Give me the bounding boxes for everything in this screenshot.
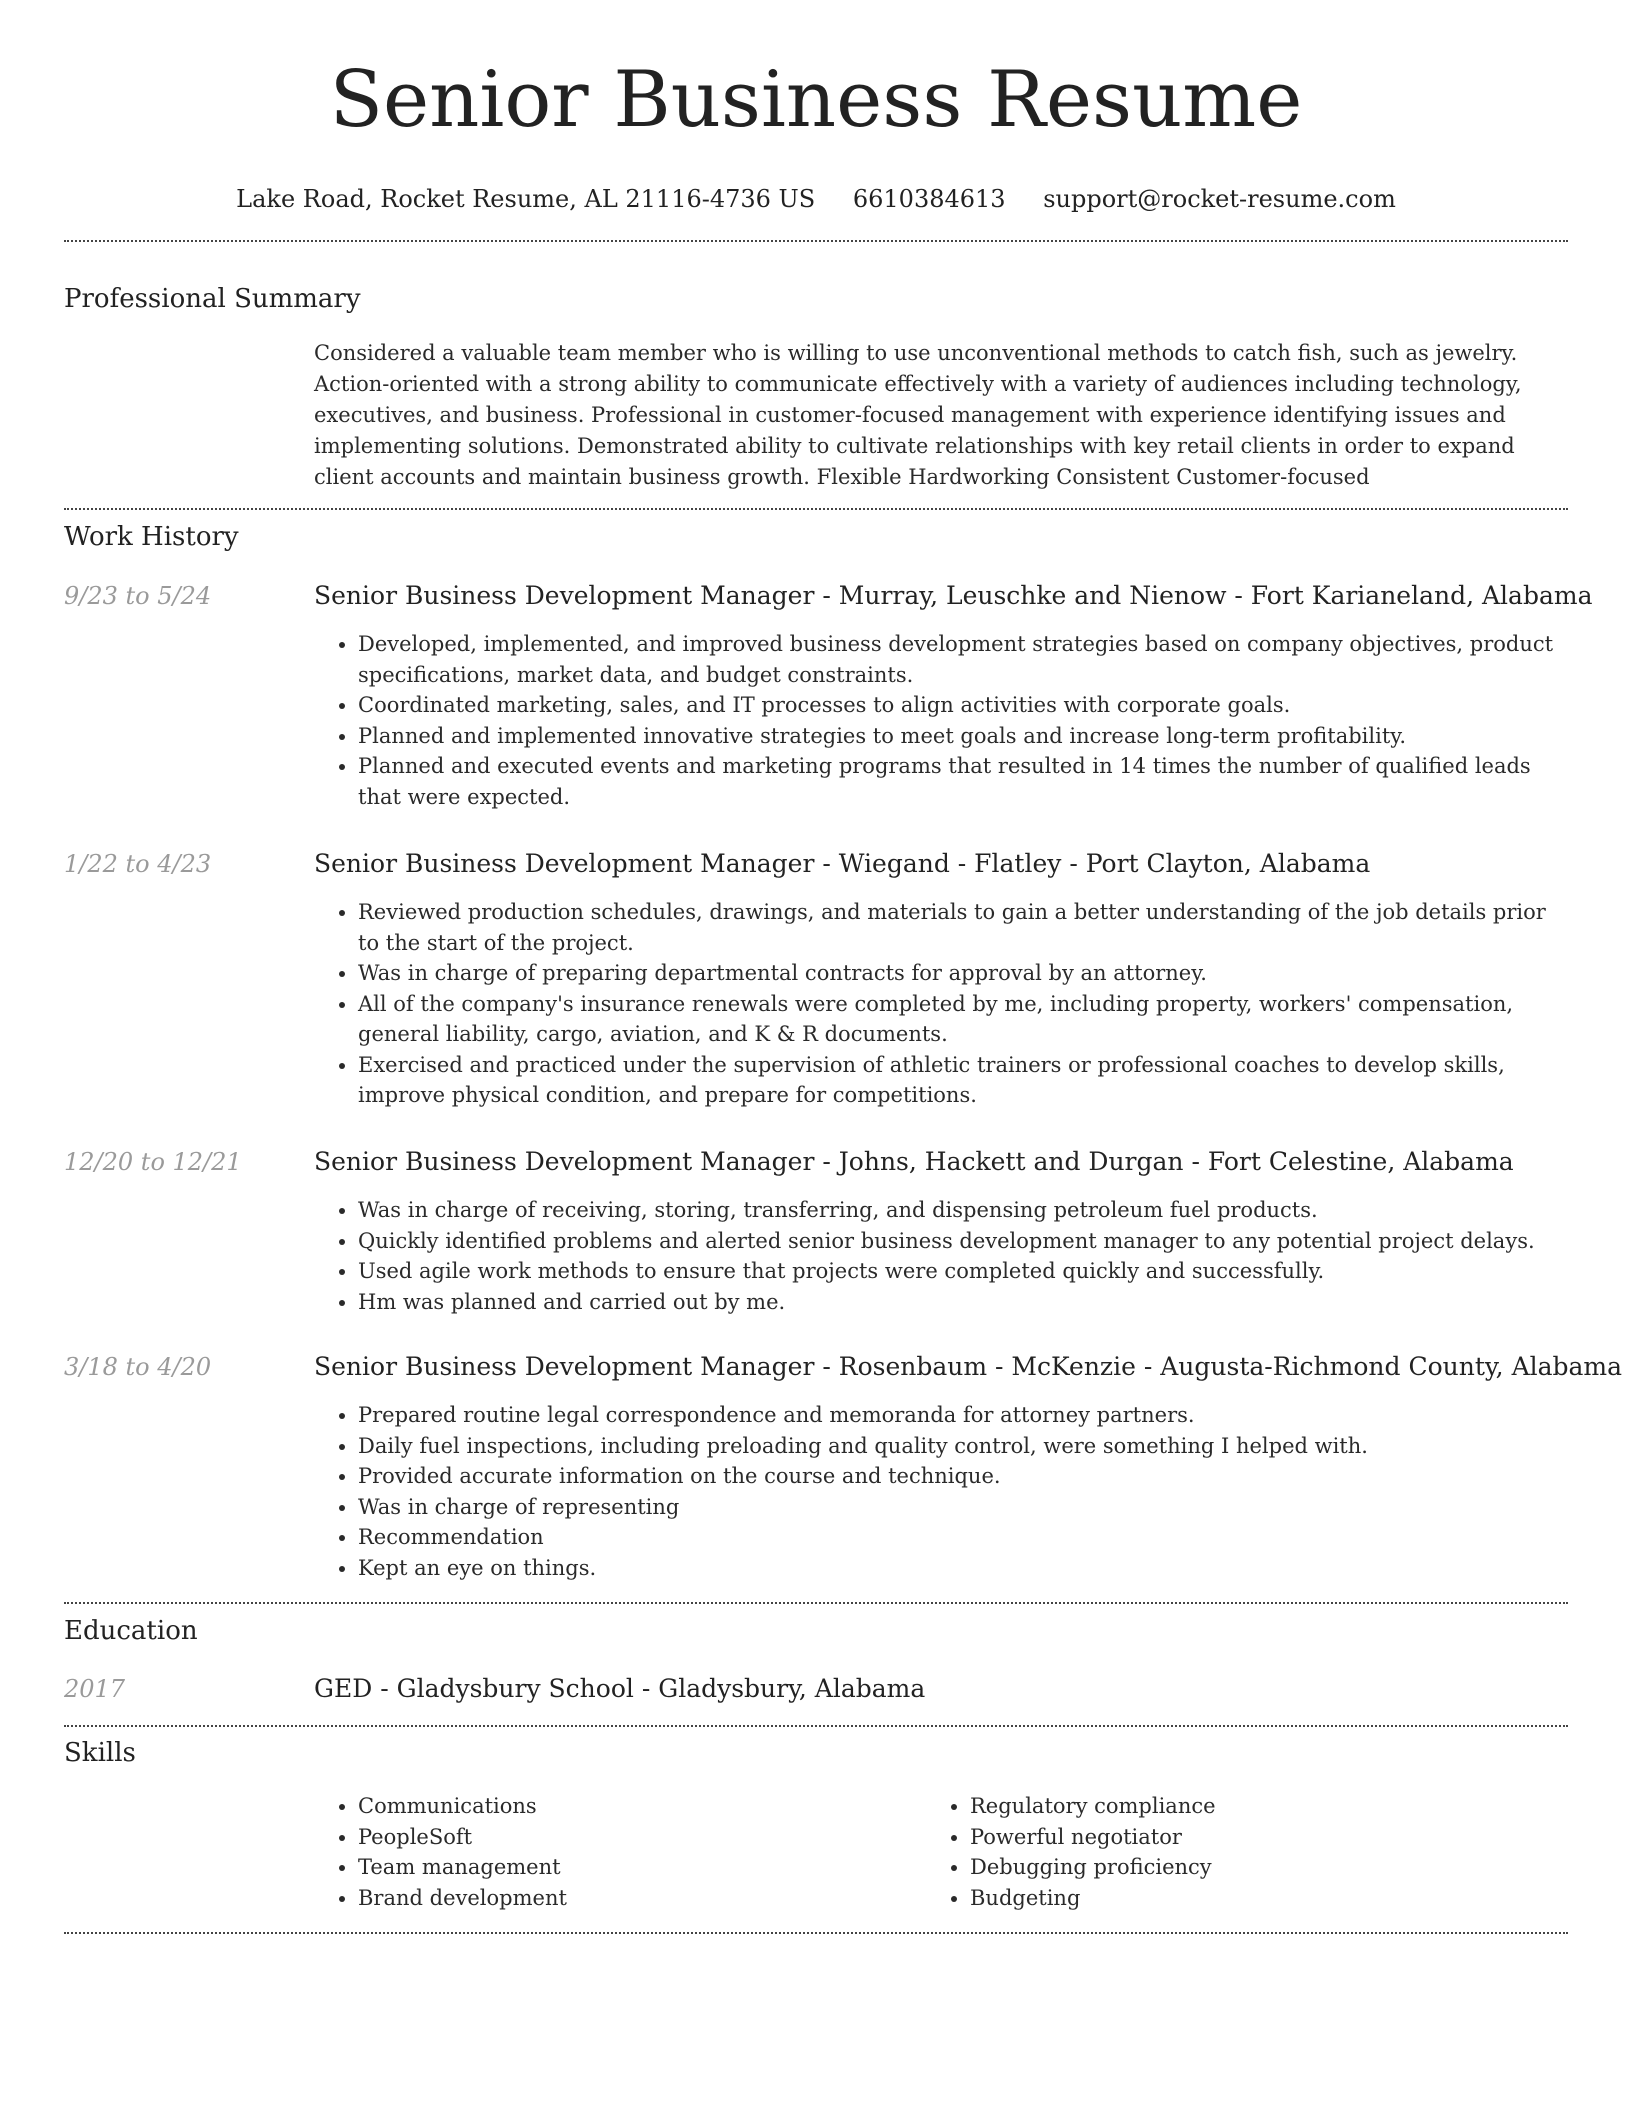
job-title: Senior Business Development Manager - Johns, Hackett and Durgan - Fort Celestine, Alabama (314, 1147, 1514, 1176)
job-bullets (314, 1400, 1568, 1583)
skill-item: • Brand development (358, 1883, 918, 1914)
resume-name: Senior Business Resume (329, 55, 1303, 145)
contact-line (0, 184, 1632, 214)
job-dates: 9/23 to 5/24 (64, 582, 212, 610)
job-title: Senior Business Development Manager - Murray, Leuschke and Nienow - Fort Karianeland, Alabama (314, 581, 1593, 610)
skill-item: • Powerful negotiator (970, 1822, 1570, 1853)
job-dates: 1/22 to 4/23 (64, 850, 212, 878)
skill-item: • Communications (358, 1791, 918, 1822)
section-title-education: Education (64, 1616, 198, 1646)
job-bullet: • Quickly identified problems and alerted senior business development manager to any potential project delays. (358, 1226, 1568, 1257)
job-dates: 3/18 to 4/20 (64, 1353, 212, 1381)
summary-text: Considered a valuable team member who is willing to use unconventional methods to catch fish, such as jewelry. Action-oriented with a strong ability to communicate effectively with a variety of audiences including technology, executives, and business. Professional in customer-focused management with experience identifying issues and implementing solutions. Demonstrated ability to cultivate relationships with key retail clients in order to expand client accounts and maintain business growth. Flexible Hardworking Consistent Customer-focused (314, 341, 1522, 489)
job-bullets (314, 629, 1568, 812)
education-year: 2017 (64, 1675, 126, 1703)
job-bullets (314, 1195, 1568, 1317)
divider (64, 508, 1568, 510)
job-bullet: • All of the company's insurance renewals were completed by me, including property, workers' compensation, general liability, cargo, aviation, and K & R documents. (358, 989, 1568, 1050)
job-bullet: • Used agile work methods to ensure that projects were completed quickly and successfully. (358, 1256, 1568, 1287)
section-title-summary: Professional Summary (64, 284, 361, 314)
skill-item: • Budgeting (970, 1883, 1570, 1914)
job-bullet: • Was in charge of receiving, storing, transferring, and dispensing petroleum fuel products. (358, 1195, 1568, 1226)
job-title: Senior Business Development Manager - Rosenbaum - McKenzie - Augusta-Richmond County, Alabama (314, 1352, 1623, 1381)
contact-phone: 6610384613 (852, 185, 1006, 213)
divider (64, 1932, 1568, 1934)
job-bullet: • Recommendation (358, 1522, 1568, 1553)
skill-item: • PeopleSoft (358, 1822, 918, 1853)
job-bullet: • Developed, implemented, and improved business development strategies based on company objectives, product specifications, market data, and budget constraints. (358, 629, 1568, 690)
skill-item: • Debugging proficiency (970, 1852, 1570, 1883)
job-dates: 12/20 to 12/21 (64, 1148, 242, 1176)
job-bullet: • Daily fuel inspections, including preloading and quality control, were something I helped with. (358, 1431, 1568, 1462)
section-title-work-history: Work History (64, 522, 239, 552)
job-bullet: • Planned and executed events and marketing programs that resulted in 14 times the number of qualified leads that were expected. (358, 751, 1568, 812)
skills-list-right (926, 1791, 1570, 1913)
contact-email: support@rocket-resume.com (1043, 185, 1396, 213)
divider (64, 240, 1568, 242)
skills-list-left (314, 1791, 918, 1913)
education-entry: GED - Gladysbury School - Gladysbury, Alabama (314, 1674, 926, 1703)
job-bullet: • Provided accurate information on the course and technique. (358, 1461, 1568, 1492)
job-bullet: • Reviewed production schedules, drawings, and materials to gain a better understanding of the job details prior to the start of the project. (358, 897, 1568, 958)
divider (64, 1725, 1568, 1727)
divider (64, 1602, 1568, 1604)
job-bullet: • Planned and implemented innovative strategies to meet goals and increase long-term profitability. (358, 721, 1568, 752)
job-bullet: • Was in charge of representing (358, 1492, 1568, 1523)
job-bullet: • Hm was planned and carried out by me. (358, 1287, 1568, 1318)
job-bullet: • Kept an eye on things. (358, 1553, 1568, 1584)
job-bullets (314, 897, 1568, 1111)
contact-address: Lake Road, Rocket Resume, AL 21116-4736 US (236, 185, 816, 213)
job-bullet: • Exercised and practiced under the supervision of athletic trainers or professional coaches to develop skills, improve physical condition, and prepare for competitions. (358, 1050, 1568, 1111)
job-title: Senior Business Development Manager - Wiegand - Flatley - Port Clayton, Alabama (314, 849, 1371, 878)
skill-item: • Regulatory compliance (970, 1791, 1570, 1822)
job-bullet: • Was in charge of preparing departmental contracts for approval by an attorney. (358, 958, 1568, 989)
skill-item: • Team management (358, 1852, 918, 1883)
resume-header (0, 0, 1632, 214)
job-bullet: • Coordinated marketing, sales, and IT processes to align activities with corporate goals. (358, 690, 1568, 721)
job-bullet: • Prepared routine legal correspondence and memoranda for attorney partners. (358, 1400, 1568, 1431)
section-title-skills: Skills (64, 1738, 136, 1768)
